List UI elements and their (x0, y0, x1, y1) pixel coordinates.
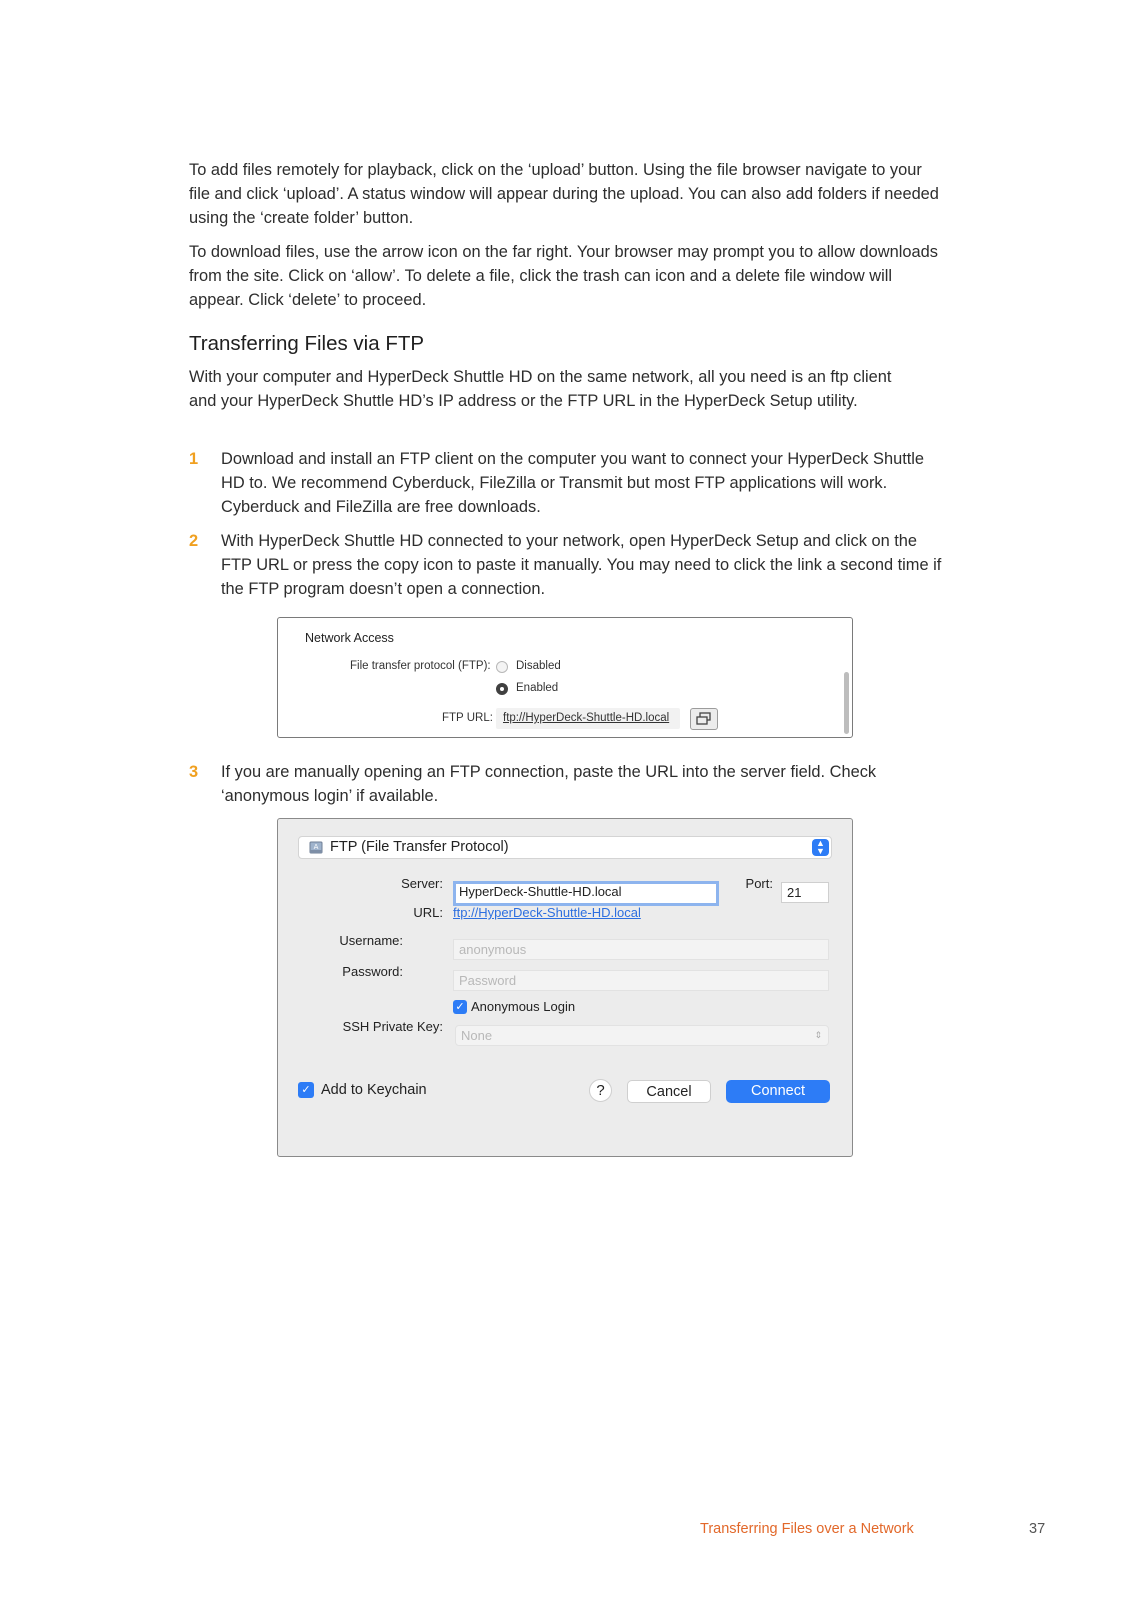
ssh-key-select[interactable] (455, 1025, 829, 1046)
server-label: Server: (401, 876, 443, 891)
protocol-label: FTP (File Transfer Protocol) (330, 839, 509, 855)
anonymous-login-label: Anonymous Login (471, 999, 576, 1014)
step-text: With HyperDeck Shuttle HD connected to your network, open HyperDeck Setup and click on the FTP URL or press the copy icon to paste it manually. You may need to click the link a second time if the FTP program doesn’t open a connection. (221, 532, 942, 598)
copy-button[interactable] (690, 708, 718, 730)
radio-disabled-label: Disabled (516, 660, 561, 672)
protocol-select[interactable] (298, 836, 832, 859)
password-input[interactable]: Password (453, 970, 829, 991)
password-label: Password: (342, 964, 403, 979)
ftp-url-label: FTP URL: (442, 712, 493, 724)
step-text: If you are manually opening an FTP connection, paste the URL into the server field. Check ‘anonymous login’ if available. (221, 763, 877, 805)
svg-text:A: A (313, 843, 319, 851)
radio-enabled-label: Enabled (516, 682, 559, 694)
username-label: Username: (339, 933, 403, 948)
chevron-updown-icon: ▲ ▼ (812, 839, 829, 856)
help-button[interactable]: ? (589, 1079, 612, 1102)
copy-icon (691, 709, 717, 729)
section-heading: Transferring Files via FTP (189, 332, 425, 355)
network-access-panel (277, 617, 853, 738)
radio-disabled[interactable] (496, 661, 508, 673)
drive-icon (308, 840, 324, 856)
ftp-url-link[interactable]: ftp://HyperDeck-Shuttle-HD.local (496, 708, 680, 729)
scrollbar[interactable] (844, 672, 849, 734)
ssh-key-label: SSH Private Key: (342, 1019, 443, 1034)
ssh-key-value: None (461, 1028, 493, 1043)
page-number: 37 (1029, 1521, 1046, 1537)
add-to-keychain-checkbox[interactable]: ✓ (298, 1082, 314, 1098)
radio-enabled[interactable] (496, 683, 508, 695)
step-text: Download and install an FTP client on the computer you want to connect your HyperDeck Shuttle HD to. We recommend Cyberduck, FileZilla or Transmit but most FTP applications will work. Cyberduck and FileZilla are free downloads. (221, 450, 925, 516)
port-label: Port: (745, 876, 773, 891)
ftp-connection-dialog (277, 818, 853, 1157)
intro-paragraph-upload: To add files remotely for playback, click on the ‘upload’ button. Using the file browser navigate to your file and click ‘upload’. A status window will appear during the upload. You can also add folders if needed using the ‘create folder’ button. (189, 161, 939, 227)
intro-paragraph-download: To download files, use the arrow icon on the far right. Your browser may prompt you to allow downloads from the site. Click on ‘allow’. To delete a file, click the trash can icon and a delete file window will appear. Click ‘delete’ to proceed. (189, 243, 938, 309)
step-number: 1 (189, 450, 199, 468)
add-to-keychain-label: Add to Keychain (321, 1082, 427, 1098)
chevron-updown-icon: ⇕ (814, 1030, 822, 1040)
username-input[interactable]: anonymous (453, 939, 829, 960)
ftp-label: File transfer protocol (FTP): (350, 660, 491, 672)
step-number: 3 (189, 763, 199, 781)
footer-section-title: Transferring Files over a Network (700, 1521, 914, 1537)
section-body: With your computer and HyperDeck Shuttle HD on the same network, all you need is an ftp client and your HyperDeck Shuttle HD’s IP address or the FTP URL in the HyperDeck Setup utility. (189, 368, 892, 410)
connect-button[interactable]: Connect (726, 1080, 830, 1103)
server-input[interactable]: HyperDeck-Shuttle-HD.local (453, 881, 719, 906)
network-access-title: Network Access (305, 631, 394, 645)
step-number: 2 (189, 532, 199, 550)
port-input[interactable]: 21 (781, 882, 829, 903)
cancel-button[interactable]: Cancel (627, 1080, 711, 1103)
anonymous-login-checkbox[interactable]: ✓ (453, 1000, 467, 1014)
url-link[interactable]: ftp://HyperDeck-Shuttle-HD.local (453, 905, 641, 920)
url-label: URL: (413, 905, 443, 920)
